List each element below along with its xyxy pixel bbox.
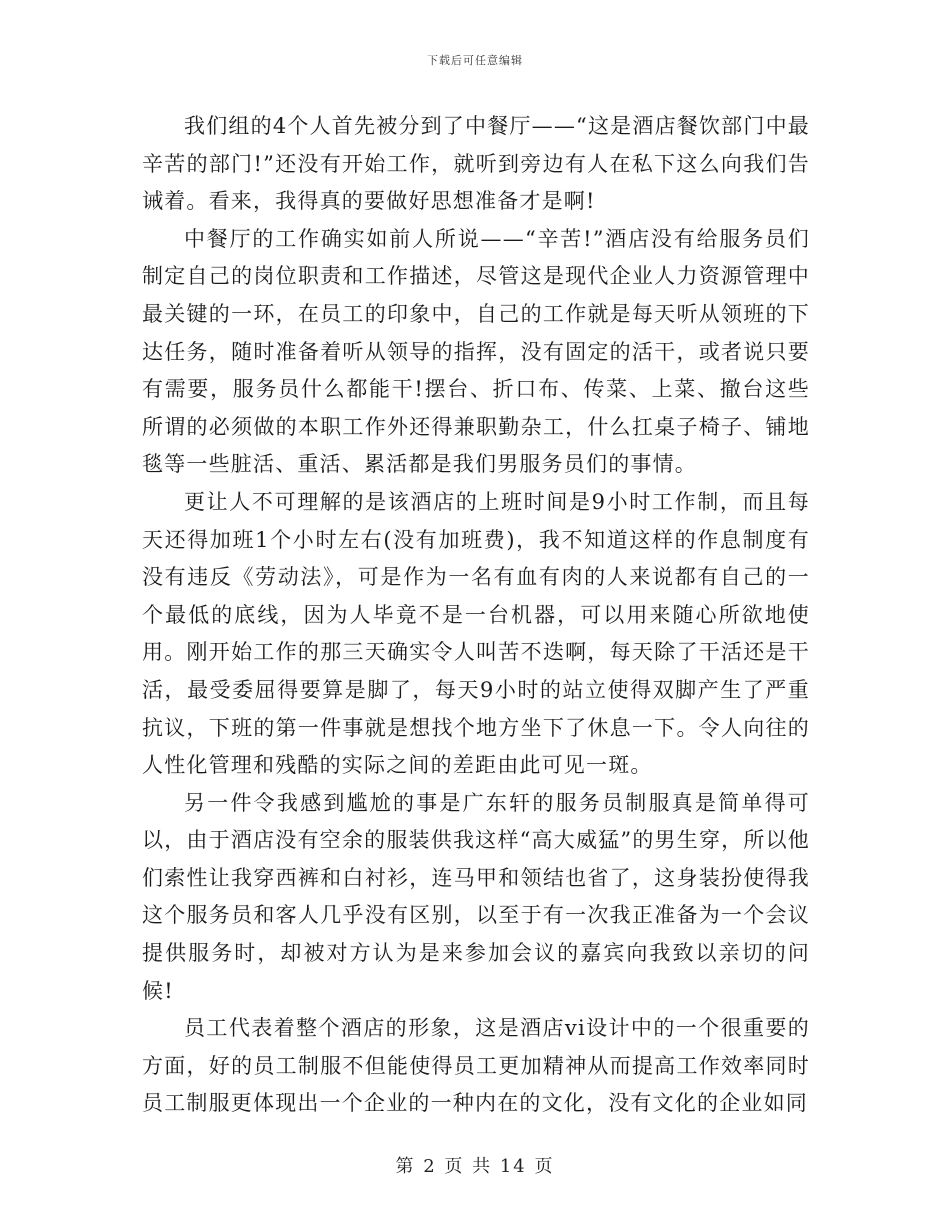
paragraph-1: 我们组的4个人首先被分到了中餐厅——“这是酒店餐饮部门中最辛苦的部门!”还没有开始工作，就听到旁边有人在私下这么向我们告诫着。看来，我得真的要做好思想准备才是啊! [142, 114, 810, 214]
paragraph-4: 另一件令我感到尴尬的事是广东轩的服务员制服真是简单得可以，由于酒店没有空余的服装供我这样“高大威猛”的男生穿，所以他们索性让我穿西裤和白衬衫，连马甲和领结也省了，这身装扮使得我这个服务员和客人几乎没有区别，以至于有一次我正准备为一个会议提供服务时，却被对方认为是来参加会议的嘉宾向我致以亲切的问候! [142, 790, 810, 1003]
paragraph-3: 更让人不可理解的是该酒店的上班时间是9小时工作制，而且每天还得加班1个小时左右(没有加班费)，我不知道这样的作息制度有没有违反《劳动法》，可是作为一名有血有肉的人来说都有自己的一个最低的底线，因为人毕竟不是一台机器，可以用来随心所欲地使用。刚开始工作的那三天确实令人叫苦不迭啊，每天除了干活还是干活，最受委屈得要算是脚了，每天9小时的站立使得双脚产生了严重抗议，下班的第一件事就是想找个地方坐下了休息一下。令人向往的人性化管理和残酷的实际之间的差距由此可见一斑。 [142, 489, 810, 778]
paragraph-2: 中餐厅的工作确实如前人所说——“辛苦!”酒店没有给服务员们制定自己的岗位职责和工作描述，尽管这是现代企业人力资源管理中最关键的一环，在员工的印象中，自己的工作就是每天听从领班的下达任务，随时准备着听从领导的指挥，没有固定的活干，或者说只要有需要，服务员什么都能干!摆台、折口布、传菜、上菜、撤台这些所谓的必须做的本职工作外还得兼职勤杂工，什么扛桌子椅子、铺地毯等一些脏活、重活、累活都是我们男服务员们的事情。 [142, 226, 810, 477]
paragraph-5: 员工代表着整个酒店的形象，这是酒店vi设计中的一个很重要的方面，好的员工制服不但能使得员工更加精神从而提高工作效率同时员工制服更体现出一个企业的一种内在的文化，没有文化的企业如同 [142, 1016, 810, 1116]
page-header: 下载后可任意编辑 [427, 54, 523, 67]
page-number-footer: 第 2 页 共 14 页 [395, 1156, 555, 1177]
document-body [142, 108, 810, 1123]
